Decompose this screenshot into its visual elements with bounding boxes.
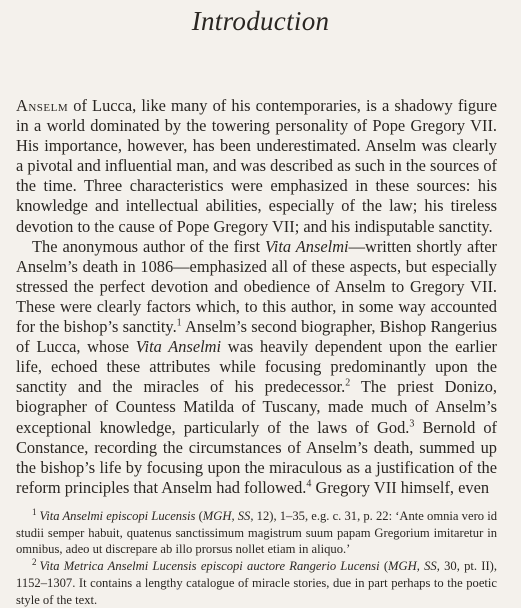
page-title: Introduction [191, 6, 330, 36]
footnote-ref-1: 1 [176, 317, 182, 329]
body-text [16, 96, 497, 498]
footnote-1-text-a: ( [195, 509, 203, 523]
footnote-2-text-b: , 30, pt. II), 1152–1307. It contains a lengthy catalogue of miracle stories, due in part perhaps to the poetic style of the text. [16, 559, 498, 607]
paragraph-1 [16, 96, 497, 237]
footnote-2-text-a: ( [379, 559, 389, 574]
small-caps-opening: Anselm [16, 96, 69, 115]
paragraph-2-part-3: Anselm’s second biographer, Bishop Rangerius of Lucca, whose [16, 317, 497, 357]
footnote-2-mark: 2 [32, 556, 37, 567]
paragraph-2 [16, 237, 497, 498]
footnote-1-series: MGH, SS [202, 509, 251, 523]
paragraph-2-part-1: The anonymous author of the first [32, 236, 265, 256]
paragraph-2-part-6: Bernold of Constance, recording the circumstances of Anselm’s death, summed up the bishop’s life by focusing upon the miraculous as a justification of the reform principles that Anselm had followed. [16, 417, 497, 497]
footnote-ref-2: 2 [345, 377, 351, 389]
paragraph-2-part-4: was heavily dependent upon the earlier life, echoed these attributes while focusing predominantly upon the sanctity and the miracles of his predecessor. [16, 337, 497, 397]
footnotes [16, 508, 497, 608]
paragraph-2-part-7: Gregory VII himself, even [311, 477, 490, 497]
footnote-2 [16, 558, 497, 608]
footnote-ref-3: 3 [409, 418, 415, 430]
footnote-1-mark: 1 [32, 506, 37, 517]
footnote-1 [16, 508, 497, 558]
footnote-ref-4: 4 [306, 478, 312, 490]
paragraph-1-text: of Lucca, like many of his contemporaries, is a shadowy figure in a world dominated by the towering personality of Pope Gregory VII. His importance, however, has been underestimated. Anselm was clearly a pivotal and influential man, and was described as such in the sources of the time. Three characteristics were emphasized in these sources: his knowledge and intellectual abilities, especially of the law; his tireless devotion to the cause of Pope Gregory VII; and his indisputable sanctity. [16, 96, 497, 236]
work-title-vita-anselmi: Vita Anselmi [265, 236, 349, 256]
footnote-1-title: Vita Anselmi episcopi Lucensis [39, 509, 196, 523]
footnote-2-title: Vita Metrica Anselmi Lucensis episcopi auctore Rangerio Lucensi [39, 559, 380, 574]
paragraph-2-part-5: The priest Donizo, biographer of Countess Matilda of Tuscany, made much of Anselm’s exceptional knowledge, particularly of the laws of God. [16, 377, 497, 437]
footnote-1-text-b: , 12), 1–35, e.g. c. 31, p. 22: ‘Ante omnia vero id studii semper habuit, quatenus sanctissimum magistrum suum papam Gregorium imitaretur in omnibus, adeo ut discrepare ab illo prorsus nollet etiam in aliquo.’ [16, 509, 498, 557]
work-title-vita-anselmi-2: Vita Anselmi [135, 337, 222, 357]
footnote-2-series: MGH, SS [388, 559, 437, 574]
paragraph-2-part-2: —written shortly after Anselm’s death in 1086—emphasized all of these aspects, but especially stressed the perfect devotion and obedience of Anselm to Gregory VII. These were clearly factors which, to this author, in some way accounted for the bishop’s sanctity. [16, 236, 497, 337]
